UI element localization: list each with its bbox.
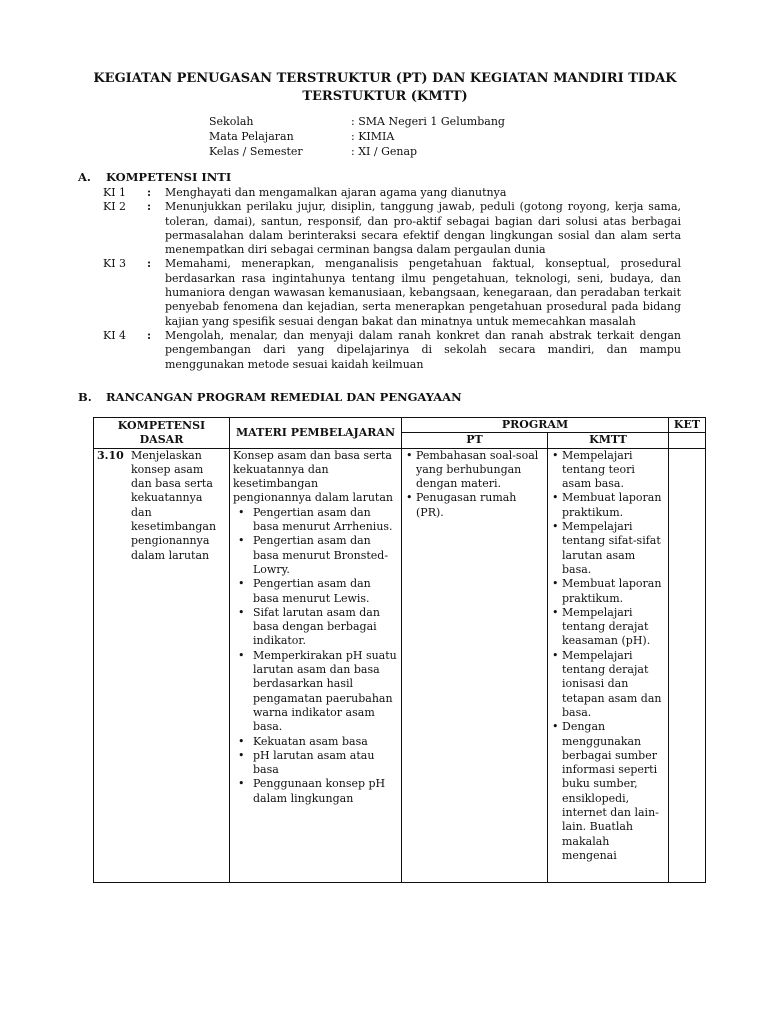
identity-label: Kelas / Semester xyxy=(209,145,303,158)
section-letter: B. xyxy=(78,390,92,404)
ki-colon: : xyxy=(147,257,152,271)
identity-value: : SMA Negeri 1 Gelumbang xyxy=(351,115,505,128)
list-item: • Membuat laporan praktikum. xyxy=(551,577,665,606)
identity-row-class xyxy=(209,145,505,160)
section-title: KOMPETENSI INTI xyxy=(106,170,232,184)
list-item: • Pengertian asam dan basa menurut Lewis. xyxy=(233,577,398,606)
identity-row-school xyxy=(209,115,505,130)
section-title: RANCANGAN PROGRAM REMEDIAL DAN PENGAYAAN xyxy=(106,390,462,404)
cell-ket xyxy=(669,448,706,882)
list-item: • Sifat larutan asam dan basa dengan berbagai indikator. xyxy=(233,606,398,649)
ki-text: Menunjukkan perilaku jujur, disiplin, tanggung jawab, peduli (gotong royong, kerja sama, toleran, damai), santun, responsif, dan pro-aktif sebagai bagian dari solusi atas berbagai permasalahan dalam berinteraksi secara efektif dengan lingkungan sosial dan alam serta menempatkan diri sebagai cerminan bangsa dalam pergaulan dunia xyxy=(165,200,681,257)
section-letter: A. xyxy=(78,170,91,184)
ki-code: KI 4 xyxy=(103,328,127,342)
ki-item xyxy=(103,257,681,328)
header-program: PROGRAM xyxy=(402,418,669,433)
kmtt-list xyxy=(551,449,665,864)
ki-text: Menghayati dan mengamalkan ajaran agama yang dianutnya xyxy=(165,186,507,199)
ki-item xyxy=(103,329,681,372)
table-row xyxy=(94,448,706,882)
title-line-2: TERSTUKTUR (KMTT) xyxy=(302,89,468,104)
list-item: • Dengan menggunakan berbagai sumber informasi seperti buku sumber, ensiklopedi, internet dan lain-lain. Buatlah makalah mengenai xyxy=(551,720,665,863)
header-ket: KET xyxy=(669,418,706,433)
ki-item xyxy=(103,200,681,257)
ki-item xyxy=(103,186,681,200)
header-kmtt: KMTT xyxy=(548,433,669,448)
identity-block xyxy=(209,115,505,160)
ki-code: KI 1 xyxy=(103,186,127,199)
list-item: • Kekuatan asam basa xyxy=(233,735,398,749)
list-item: • Memperkirakan pH suatu larutan asam dan basa berdasarkan hasil pengamatan paerubahan warna indikator asam basa. xyxy=(233,649,398,735)
cell-kompetensi-dasar xyxy=(94,448,230,882)
section-b-heading xyxy=(78,390,462,404)
ki-colon: : xyxy=(147,186,152,199)
table-header-row xyxy=(94,418,706,433)
list-item: • Penggunaan konsep pH dalam lingkungan xyxy=(233,777,398,806)
identity-value: : XI / Genap xyxy=(351,145,418,158)
materi-list xyxy=(233,506,398,806)
cell-materi xyxy=(230,448,402,882)
cell-pt xyxy=(402,448,548,882)
list-item: • Mempelajari tentang sifat-sifat larutan asam basa. xyxy=(551,520,665,577)
ki-colon: : xyxy=(147,200,152,214)
kompetensi-inti-list xyxy=(103,186,681,372)
identity-row-subject xyxy=(209,130,505,145)
header-materi: MATERI PEMBELAJARAN xyxy=(230,418,402,449)
identity-label: Mata Pelajaran xyxy=(209,130,294,143)
list-item: • pH larutan asam atau basa xyxy=(233,749,398,778)
list-item: • Pengertian asam dan basa menurut Arrhenius. xyxy=(233,506,398,535)
list-item: • Mempelajari tentang teori asam basa. xyxy=(551,449,665,492)
ki-text: Memahami, menerapkan, menganalisis pengetahuan faktual, konseptual, prosedural berdasarkan rasa ingintahunya tentang ilmu pengetahuan, teknologi, seni, budaya, dan humaniora dengan wawasan kemanusiaan, kebangsaan, kenegaraan, dan peradaban terkait penyebab fenomena dan kejadian, serta menerapkan pengetahuan prosedural pada bidang kajian yang spesifik sesuai dengan bakat dan minatnya untuk memecahkan masalah xyxy=(165,257,681,328)
list-item: • Mempelajari tentang derajat ionisasi dan tetapan asam dan basa. xyxy=(551,649,665,720)
list-item: • Pengertian asam dan basa menurut Bronsted-Lowry. xyxy=(233,534,398,577)
remedial-program-table xyxy=(93,417,706,883)
list-item: • Mempelajari tentang derajat keasaman (pH). xyxy=(551,606,665,649)
header-pt: PT xyxy=(402,433,548,448)
cell-kmtt xyxy=(548,448,669,882)
header-ket-empty xyxy=(669,433,706,448)
list-item: • Membuat laporan praktikum. xyxy=(551,491,665,520)
ki-code: KI 3 xyxy=(103,257,127,271)
ki-text: Mengolah, menalar, dan menyaji dalam ranah konkret dan ranah abstrak terkait dengan pengembangan dari yang dipelajarinya di sekolah secara mandiri, dan mampu menggunakan metode sesuai kaidah keilmuan xyxy=(165,328,681,371)
list-item: • Penugasan rumah (PR). xyxy=(405,491,544,520)
ki-code: KI 2 xyxy=(103,200,127,214)
identity-value: : KIMIA xyxy=(351,130,395,143)
pt-list xyxy=(405,449,544,520)
identity-label: Sekolah xyxy=(209,115,254,128)
kd-text: Menjelaskan konsep asam dan basa serta kekuatannya dan kesetimbangan pengionannya dalam larutan xyxy=(131,448,217,562)
header-kompetensi-dasar: KOMPETENSI DASAR xyxy=(94,418,230,449)
ki-colon: : xyxy=(147,328,152,342)
materi-intro: Konsep asam dan basa serta kekuatannya dan kesetimbangan pengionannya dalam larutan xyxy=(233,448,393,505)
list-item: • Pembahasan soal-soal yang berhubungan dengan materi. xyxy=(405,449,544,492)
document-title xyxy=(80,70,690,106)
kd-code: 3.10 xyxy=(97,448,124,462)
title-line-1: KEGIATAN PENUGASAN TERSTRUKTUR (PT) DAN KEGIATAN MANDIRI TIDAK xyxy=(93,71,677,86)
section-a-heading xyxy=(78,170,231,184)
